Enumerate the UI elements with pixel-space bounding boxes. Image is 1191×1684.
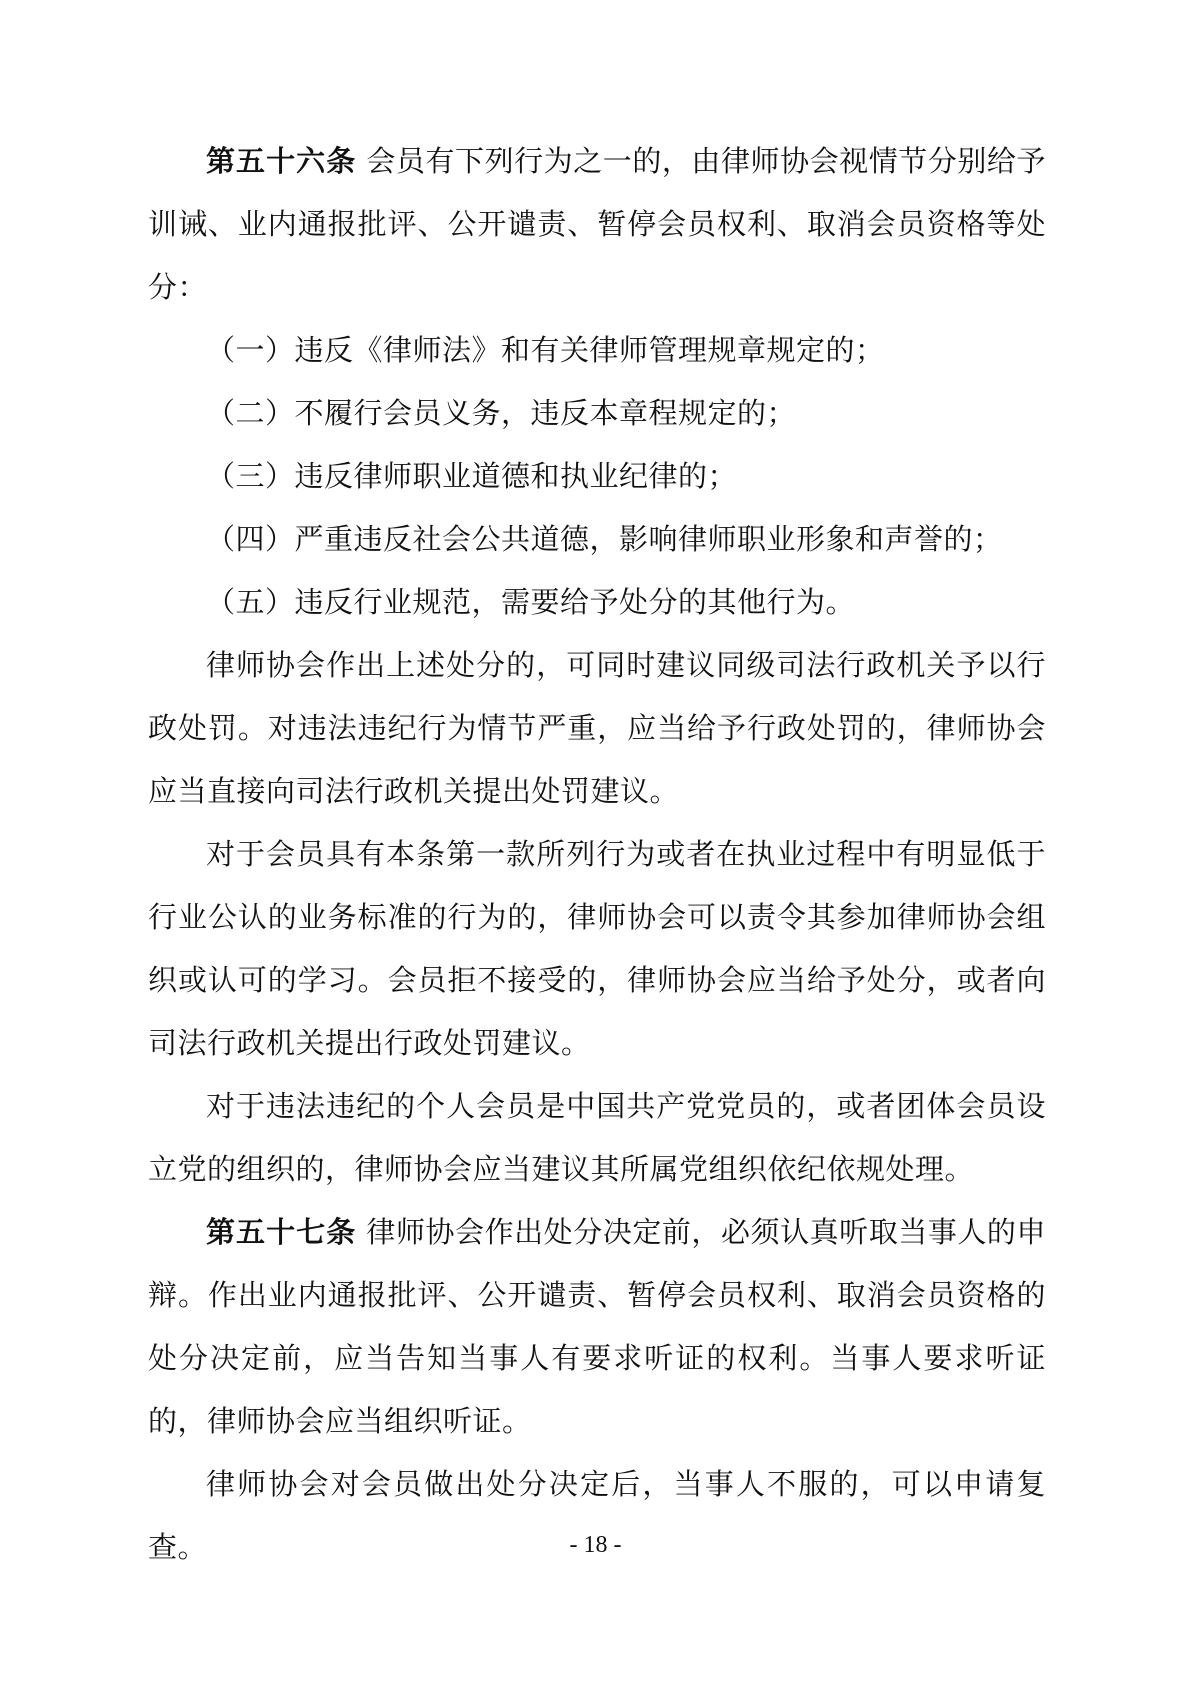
article-number: 第五十六条 [206,146,357,178]
list-item-paragraph: （五）违反行业规范，需要给予处分的其他行为。 [206,587,856,619]
list-item-paragraph: （三）违反律师职业道德和执业纪律的； [206,461,738,493]
article-paragraph: 第五十七条 律师协会作出处分决定前，必须认真听取当事人的申辩。作出业内通报批评、公开谴责、暂停会员权利、取消会员资格的处分决定前，应当告知当事人有要求听证的权利。当事人要求听证的，律师协会应当组织听证。 [148,1217,1046,1438]
body-paragraph: 对于会员具有本条第一款所列行为或者在执业过程中有明显低于行业公认的业务标准的行为的，律师协会可以责令其参加律师协会组织或认可的学习。会员拒不接受的，律师协会应当给予处分，或者向司法行政机关提出行政处罚建议。 [148,839,1046,1060]
article-number: 第五十七条 [206,1217,357,1249]
body-paragraph: 律师协会对会员做出处分决定后，当事人不服的，可以申请复查。 [148,1469,1046,1564]
body-paragraph: 律师协会作出上述处分的，可同时建议同级司法行政机关予以行政处罚。对违法违纪行为情节严重，应当给予行政处罚的，律师协会应当直接向司法行政机关提出处罚建议。 [148,650,1046,808]
article-paragraph: 第五十六条 会员有下列行为之一的，由律师协会视情节分别给予训诫、业内通报批评、公开谴责、暂停会员权利、取消会员资格等处分： [148,146,1046,304]
page-number: - 18 - [569,1532,622,1558]
document-body [148,131,1046,1580]
list-item-paragraph: （一）违反《律师法》和有关律师管理规章规定的； [206,335,885,367]
list-item-paragraph: （四）严重违反社会公共道德，影响律师职业形象和声誉的； [206,524,1003,556]
list-item-paragraph: （二）不履行会员义务，违反本章程规定的； [206,398,797,430]
body-paragraph: 对于违法违纪的个人会员是中国共产党党员的，或者团体会员设立党的组织的，律师协会应当建议其所属党组织依纪依规处理。 [148,1091,1046,1186]
